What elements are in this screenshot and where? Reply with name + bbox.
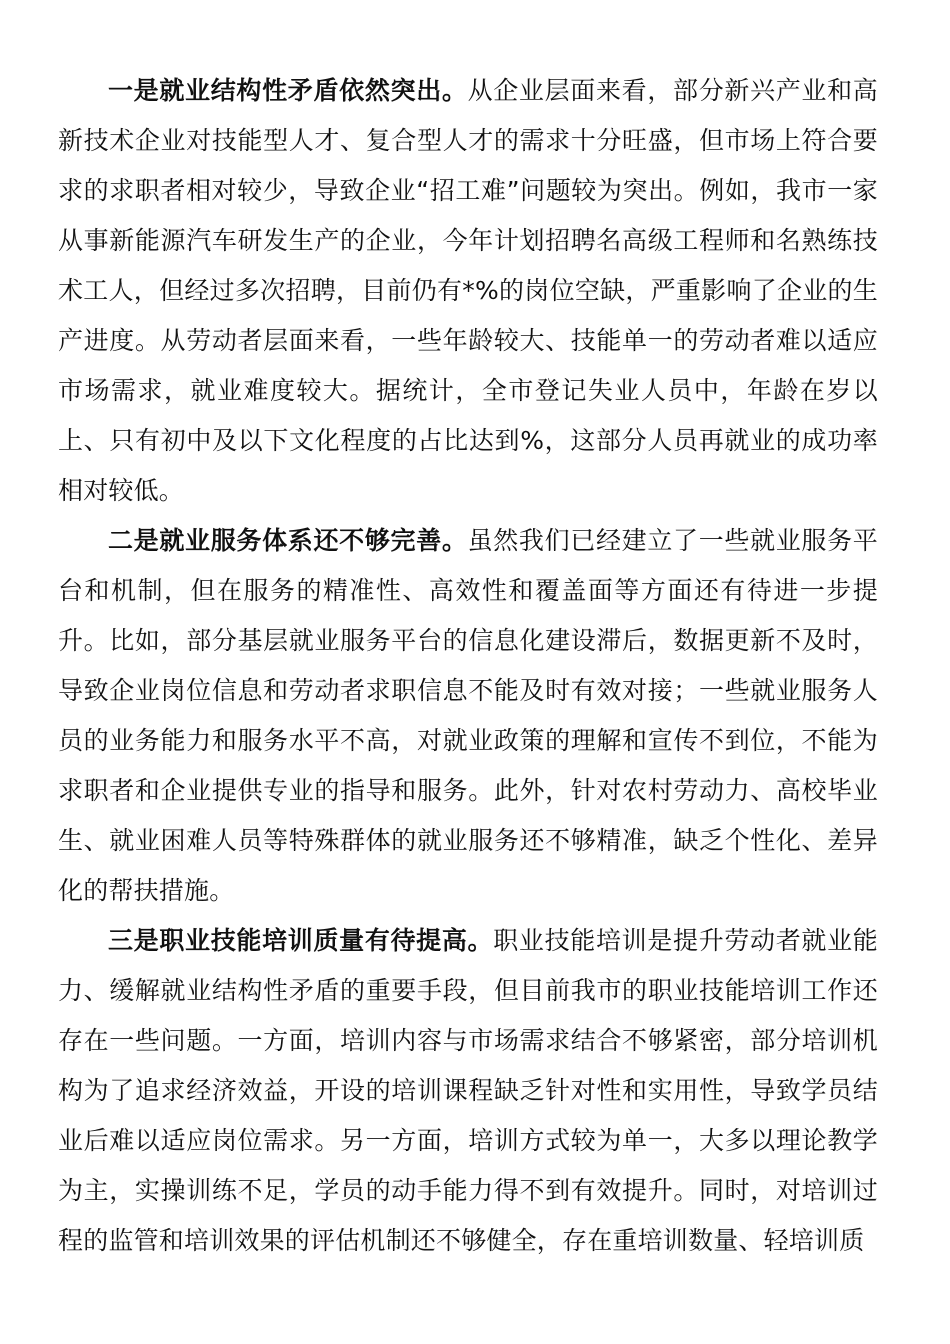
- paragraph-heading: 一是就业结构性矛盾依然突出。: [108, 76, 468, 105]
- paragraph-skills-training: [58, 916, 878, 1266]
- paragraph-text: 职业技能培训是提升劳动者就业能力、缓解就业结构性矛盾的重要手段，但目前我市的职业技能培训工作还存在一些问题。一方面，培训内容与市场需求结合不够紧密，部分培训机构为了追求经济效益，开设的培训课程缺乏针对性和实用性，导致学员结业后难以适应岗位需求。另一方面，培训方式较为单一，大多以理论教学为主，实操训练不足，学员的动手能力得不到有效提升。同时，对培训过程的监管和培训效果的评估机制还不够健全，存在重培训数量、轻培训质: [58, 926, 878, 1255]
- paragraph-heading: 三是职业技能培训质量有待提高。: [108, 926, 494, 955]
- paragraph-employment-structure: [58, 66, 878, 516]
- paragraph-text: 从企业层面来看，部分新兴产业和高新技术企业对技能型人才、复合型人才的需求十分旺盛，但市场上符合要求的求职者相对较少，导致企业“招工难”问题较为突出。例如，我市一家从事新能源汽车研发生产的企业，今年计划招聘名高级工程师和名熟练技术工人，但经过多次招聘，目前仍有*%的岗位空缺，严重影响了企业的生产进度。从劳动者层面来看，一些年龄较大、技能单一的劳动者难以适应市场需求，就业难度较大。据统计，全市登记失业人员中，年龄在岁以上、只有初中及以下文化程度的占比达到%，这部分人员再就业的成功率相对较低。: [58, 76, 878, 505]
- paragraph-text: 虽然我们已经建立了一些就业服务平台和机制，但在服务的精准性、高效性和覆盖面等方面还有待进一步提升。比如，部分基层就业服务平台的信息化建设滞后，数据更新不及时，导致企业岗位信息和劳动者求职信息不能及时有效对接；一些就业服务人员的业务能力和服务水平不高，对就业政策的理解和宣传不到位，不能为求职者和企业提供专业的指导和服务。此外，针对农村劳动力、高校毕业生、就业困难人员等特殊群体的就业服务还不够精准，缺乏个性化、差异化的帮扶措施。: [58, 526, 878, 905]
- document-body: [58, 66, 878, 1266]
- paragraph-employment-services: [58, 516, 878, 916]
- paragraph-heading: 二是就业服务体系还不够完善。: [108, 526, 468, 555]
